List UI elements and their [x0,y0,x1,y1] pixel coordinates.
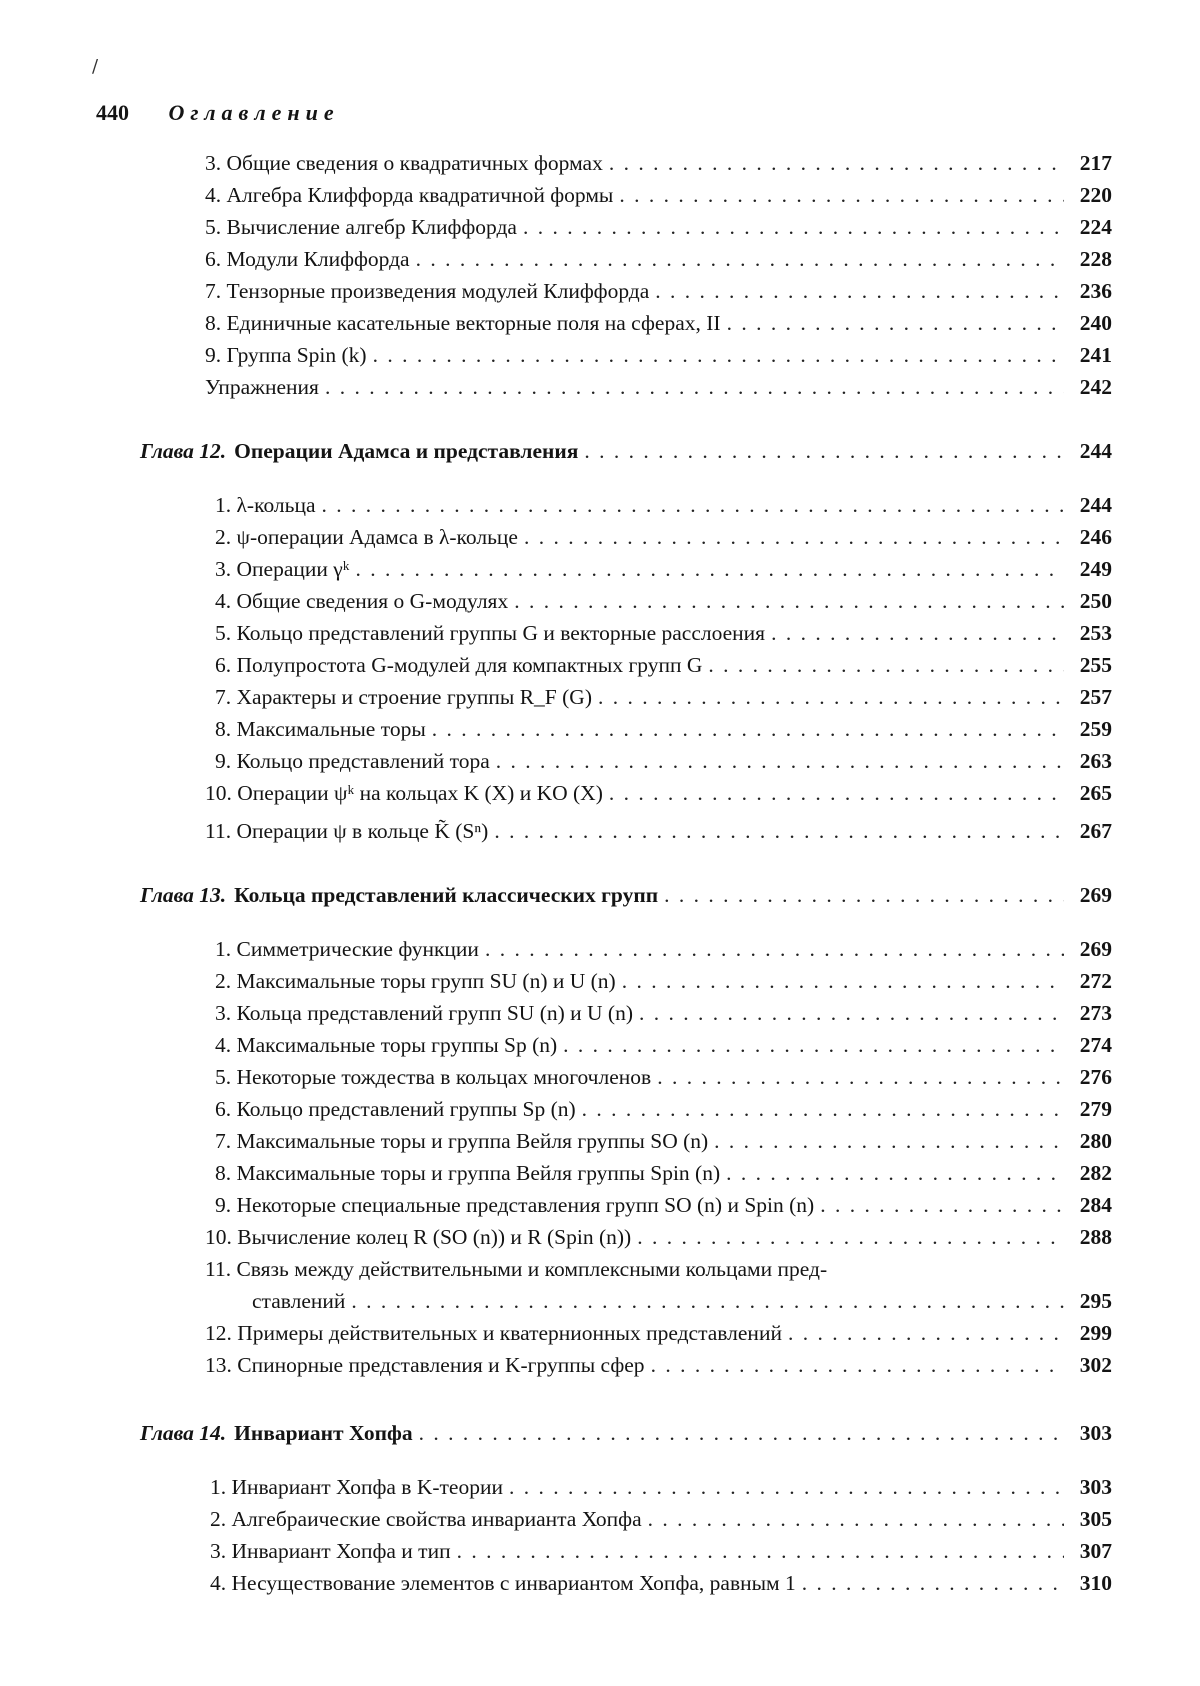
page-ref: 240 [1079,311,1112,335]
dot-leader [802,1570,1064,1596]
dot-leader [432,716,1064,742]
page-ref: 303 [1079,1421,1112,1445]
page-ref: 276 [1079,1065,1112,1089]
dot-leader [416,246,1064,272]
page-ref: 228 [1079,247,1112,271]
toc-entry [205,182,1112,208]
dot-leader [637,1224,1064,1250]
toc-chapter [140,1420,1112,1446]
entry-title: Упражнения [205,375,319,399]
entry-title: 5. Кольцо представлений группы G и векторные расслоения [215,621,766,645]
page-ref: 241 [1079,343,1112,367]
page-ref: 305 [1079,1507,1112,1531]
entry-title: 7. Характеры и строение группы R_F (G) [215,685,592,709]
toc-entry [205,310,1112,336]
page-title: Оглавление [168,100,340,125]
dot-leader [651,1352,1064,1378]
entry-title: 5. Вычисление алгебр Клиффорда [205,215,517,239]
toc-entry [215,620,1112,646]
entry-title: 10. Операции ψᵏ на кольцах K (X) и KO (X) [205,781,603,805]
dot-leader [727,310,1064,336]
page-ref: 274 [1079,1033,1112,1057]
chapter-title: Кольца представлений классических групп [234,883,659,907]
page-ref: 265 [1079,781,1112,805]
entry-title: 4. Алгебра Клиффорда квадратичной формы [205,183,614,207]
toc-chapter [140,882,1112,908]
dot-leader [524,524,1064,550]
entry-title: 9. Группа Spin (k) [205,343,367,367]
toc-entry [215,684,1112,710]
dot-leader [609,150,1064,176]
entry-title: 5. Некоторые тождества в кольцах многочленов [215,1065,652,1089]
dot-leader [655,278,1064,304]
dot-leader [457,1538,1064,1564]
dot-leader [726,1160,1064,1186]
entry-title: 2. Алгебраические свойства инварианта Хопфа [210,1507,642,1531]
entry-title: 1. λ-кольца [215,493,316,517]
toc-entry [215,492,1112,518]
toc-entry [215,748,1112,774]
toc-entry [215,556,1112,582]
toc-entry [215,1064,1112,1090]
page-ref: 279 [1079,1097,1112,1121]
toc-entry [215,1000,1112,1026]
entry-title: 11. Операции ψ в кольце K̃ (Sⁿ) [205,819,489,843]
page-ref: 299 [1079,1321,1112,1345]
entry-title: 3. Общие сведения о квадратичных формах [205,151,603,175]
toc-entry [210,1538,1112,1564]
chapter-label: Глава 12. [140,439,227,463]
dot-leader [657,1064,1064,1090]
entry-title: ставлений [252,1289,346,1313]
entry-title: 3. Инвариант Хопфа и тип [210,1539,451,1563]
entry-title: 6. Полупростота G-модулей для компактных групп G [215,653,703,677]
toc-entry [215,1160,1112,1186]
entry-title: 4. Максимальные торы группы Sp (n) [215,1033,558,1057]
toc-entry [215,1192,1112,1218]
dot-leader [820,1192,1064,1218]
entry-title: 2. Максимальные торы групп SU (n) и U (n) [215,969,616,993]
page-ref: 295 [1079,1289,1112,1313]
page-ref: 269 [1079,937,1112,961]
toc-entry [215,1096,1112,1122]
dot-leader [356,556,1064,582]
page-number: 440 [96,100,129,125]
dot-leader [509,1474,1064,1500]
dot-leader [485,936,1064,962]
page-ref: 302 [1079,1353,1112,1377]
entry-title: 4. Несуществование элементов с инвариантом Хопфа, равным 1 [210,1571,796,1595]
dot-leader [351,1288,1064,1314]
page-ref: 303 [1079,1475,1112,1499]
toc-chapter [140,438,1112,464]
toc-entry [252,1288,1112,1314]
page-ref: 259 [1079,717,1112,741]
chapter-title: Операции Адамса и представления [234,439,579,463]
entry-title: 7. Максимальные торы и группа Вейля группы SO (n) [215,1129,709,1153]
page-ref: 282 [1079,1161,1112,1185]
entry-title: 9. Кольцо представлений тора [215,749,490,773]
toc-entry [215,968,1112,994]
toc-entry [205,278,1112,304]
toc-entry [215,588,1112,614]
page-ref: 273 [1079,1001,1112,1025]
page-ref: 307 [1079,1539,1112,1563]
entry-title: 13. Спинорные представления и K-группы сфер [205,1353,645,1377]
dot-leader [609,780,1064,806]
chapter-label: Глава 14. [140,1421,227,1445]
chapter-label: Глава 13. [140,883,227,907]
dot-leader [648,1506,1064,1532]
toc-entry [205,1352,1112,1378]
dot-leader [514,588,1064,614]
page-ref: 310 [1079,1571,1112,1595]
toc-entry [205,1320,1112,1346]
toc-entry [205,214,1112,240]
entry-title: 2. ψ-операции Адамса в λ-кольце [215,525,518,549]
toc-entry [205,780,1112,806]
entry-title: 3. Кольца представлений групп SU (n) и U (n) [215,1001,634,1025]
toc-entry [215,716,1112,742]
page-ref: 244 [1079,493,1112,517]
chapter-title: Инвариант Хопфа [234,1421,413,1445]
page-ref: 249 [1079,557,1112,581]
page-ref: 288 [1079,1225,1112,1249]
page-ref: 284 [1079,1193,1112,1217]
dot-leader [639,1000,1064,1026]
dot-leader [771,620,1064,646]
toc-entry [215,652,1112,678]
toc-entry [205,818,1112,844]
page-ref: 217 [1079,151,1112,175]
page-ref: 246 [1079,525,1112,549]
dot-leader [325,374,1064,400]
page-ref: 269 [1079,883,1112,907]
page-ref: 272 [1079,969,1112,993]
toc-wrapped-line: 11. Связь между действительными и комплексными кольцами пред- [205,1257,828,1281]
entry-title: 4. Общие сведения о G-модулях [215,589,509,613]
page-ref: 244 [1079,439,1112,463]
page-ref: 253 [1079,621,1112,645]
dot-leader [619,182,1064,208]
dot-leader [788,1320,1064,1346]
page-ref: 250 [1079,589,1112,613]
toc-entry [210,1506,1112,1532]
toc-entry [205,342,1112,368]
page-ref: 242 [1079,375,1112,399]
entry-title: 8. Максимальные торы [215,717,426,741]
dot-leader [708,652,1064,678]
entry-title: 6. Кольцо представлений группы Sp (n) [215,1097,576,1121]
entry-title: 8. Максимальные торы и группа Вейля группы Spin (n) [215,1161,721,1185]
page-ref: 255 [1079,653,1112,677]
dot-leader [523,214,1064,240]
dot-leader [584,438,1064,464]
entry-title: 1. Инвариант Хопфа в K-теории [210,1475,503,1499]
entry-title: 10. Вычисление колец R (SO (n)) и R (Spin (n)) [205,1225,632,1249]
page-ref: 280 [1079,1129,1112,1153]
toc-entry [205,150,1112,176]
dot-leader [419,1420,1064,1446]
dot-leader [664,882,1064,908]
entry-title: 3. Операции γᵏ [215,557,350,581]
dot-leader [494,818,1064,844]
dot-leader [563,1032,1064,1058]
page-ref: 220 [1079,183,1112,207]
toc-entry [215,1032,1112,1058]
toc-entry [210,1570,1112,1596]
toc-entry [205,246,1112,272]
dot-leader [622,968,1064,994]
dot-leader [598,684,1064,710]
toc-entry [215,936,1112,962]
entry-title: 9. Некоторые специальные представления групп SO (n) и Spin (n) [215,1193,815,1217]
page-ref: 257 [1079,685,1112,709]
entry-title: 1. Симметрические функции [215,937,479,961]
dot-leader [322,492,1065,518]
page-header [96,100,340,126]
dot-leader [714,1128,1064,1154]
entry-title: 12. Примеры действительных и кватернионных представлений [205,1321,782,1345]
page-ref: 224 [1079,215,1112,239]
dot-leader [582,1096,1064,1122]
toc-entry [205,1224,1112,1250]
page-ref: 267 [1079,819,1112,843]
dot-leader [496,748,1064,774]
page-ref: 236 [1079,279,1112,303]
toc-entry [210,1474,1112,1500]
entry-title: 7. Тензорные произведения модулей Клиффорда [205,279,650,303]
scan-mark: / [92,56,99,77]
entry-title: 6. Модули Клиффорда [205,247,410,271]
entry-title: 8. Единичные касательные векторные поля на сферах, II [205,311,721,335]
toc-entry [205,374,1112,400]
toc-entry [215,524,1112,550]
toc-entry [215,1128,1112,1154]
dot-leader [373,342,1064,368]
page-ref: 263 [1079,749,1112,773]
